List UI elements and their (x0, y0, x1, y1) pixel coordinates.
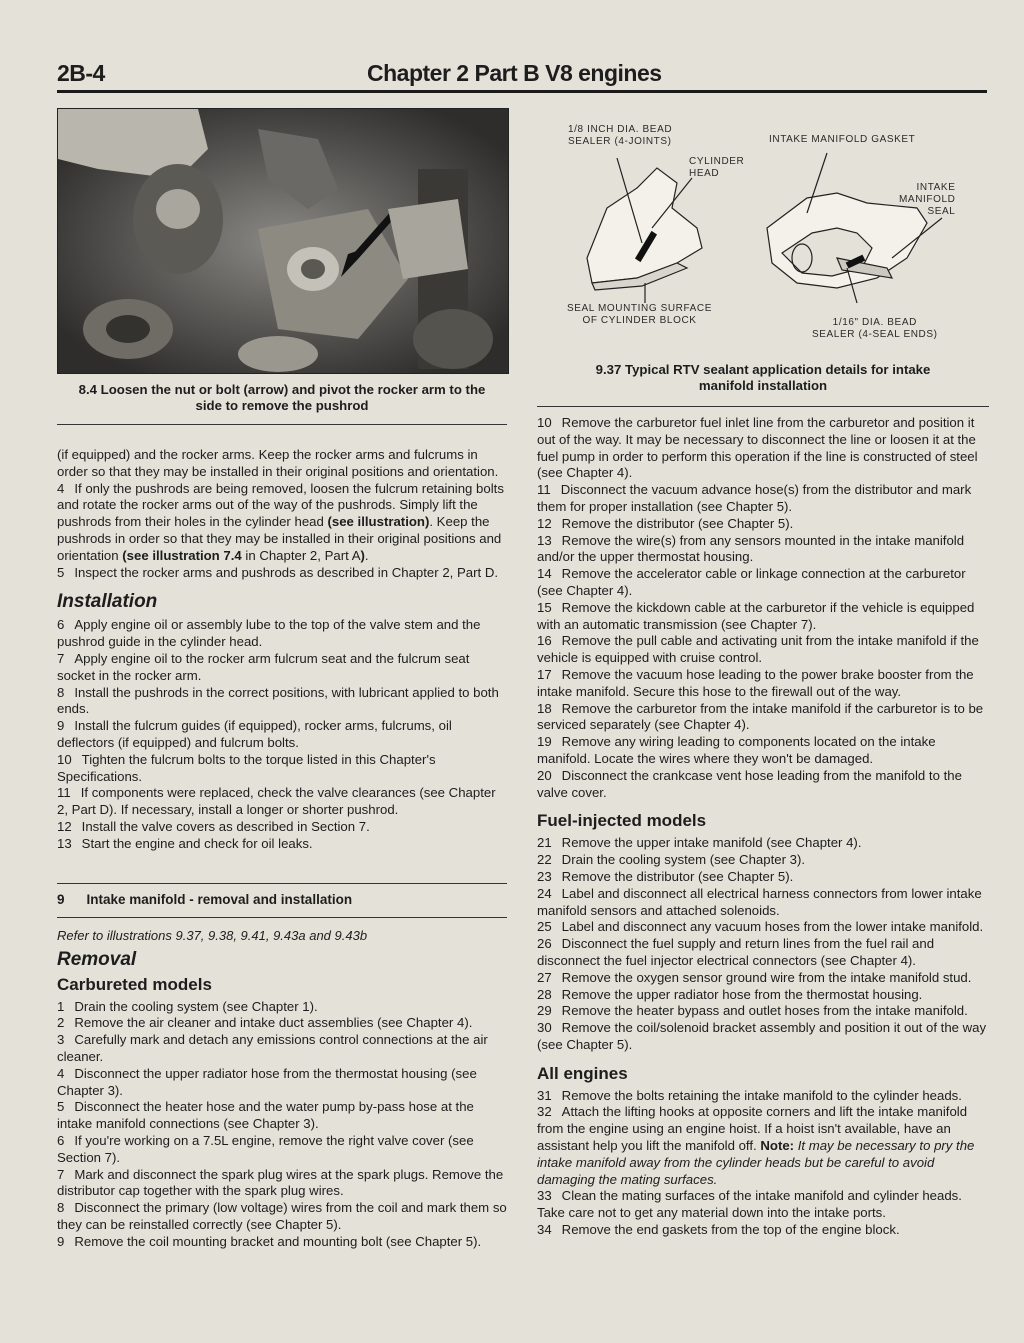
step-3: 3 Carefully mark and detach any emissions control connections at the air cleaner. (57, 1032, 488, 1064)
sealant-diagram (537, 108, 989, 360)
step-16: 16 Remove the pull cable and activating unit from the intake manifold if the vehicle is equipped with cruise control. (537, 633, 979, 666)
procedure-text-top (57, 447, 507, 581)
step-11: 11 Disconnect the vacuum advance hose(s) from the distributor and mark them for proper installation (see Chapter 5). (537, 482, 972, 514)
step-17: 17 Remove the vacuum hose leading to the power brake booster from the intake manifold. Secure this hose to the firewall out of the way. (537, 666, 974, 699)
divider (537, 406, 989, 407)
installation-steps (57, 617, 507, 852)
step-8: 8 Disconnect the primary (low voltage) wires from the coil and mark them so they can be reinstalled correctly (see Chapter 5). (57, 1200, 507, 1232)
step-28: 28 Remove the upper radiator hose from the thermostat housing. (537, 986, 923, 1002)
step-9: 9 Install the fulcrum guides (if equipped), rocker arms, fulcrums, oil deflectors (if equipped) and fulcrum bolts. (57, 718, 452, 750)
section-header (57, 883, 507, 918)
carbureted-models-heading: Carbureted models (57, 974, 212, 994)
step-21: 21 Remove the upper intake manifold (see Chapter 4). (537, 835, 862, 851)
page-header (57, 58, 987, 93)
step-22: 22 Drain the cooling system (see Chapter 3). (537, 852, 806, 868)
step-6: 6 If you're working on a 7.5L engine, remove the right valve cover (see Section 7). (57, 1132, 474, 1165)
step-27: 27 Remove the oxygen sensor ground wire from the intake manifold stud. (537, 969, 972, 985)
all-engines-heading: All engines (537, 1063, 628, 1083)
step-7: 7 Apply engine oil to the rocker arm fulcrum seat and the fulcrum seat socket in the rocker arm. (57, 650, 470, 683)
step-19: 19 Remove any wiring leading to components located on the intake manifold. Locate the wires where they won't be damaged. (537, 734, 936, 766)
installation-heading: Installation (57, 591, 158, 613)
step-18: 18 Remove the carburetor from the intake manifold if the carburetor is to be serviced separately (see Chapter 4). (537, 700, 984, 733)
step-4: 4 Disconnect the upper radiator hose from the thermostat housing (see Chapter 3). (57, 1065, 477, 1098)
step-33: 33 Clean the mating surfaces of the intake manifold and cylinder heads. Take care not to get any material down into the intake ports. (537, 1188, 962, 1221)
diagram-caption: 9.37 Typical RTV sealant application details for intake manifold installation (595, 362, 931, 393)
step-12: 12 Install the valve covers as described in Section 7. (57, 818, 370, 834)
chapter-title: Chapter 2 Part B V8 engines (367, 60, 662, 86)
removal-steps-continued (537, 415, 989, 801)
fuel-injected-heading: Fuel-injected models (537, 811, 707, 831)
step-6: 6 Apply engine oil or assembly lube to the top of the valve stem and the pushrod guide in the cylinder head. (57, 617, 481, 650)
step-5: 5 Disconnect the heater hose and the water pump by-pass hose at the intake manifold connections (see Chapter 3). (57, 1099, 474, 1132)
paragraph: (if equipped) and the rocker arms. Keep the rocker arms and fulcrums in order so that they may be installed in their original positions and orientation. (57, 447, 499, 479)
paragraph-5: 5 Inspect the rocker arms and pushrods as described in Chapter 2, Part D. (57, 564, 499, 580)
rocker-arm-photo-image (58, 109, 508, 373)
left-column (57, 108, 507, 1250)
step-1: 1 Drain the cooling system (see Chapter 1). (57, 998, 318, 1014)
step-15: 15 Remove the kickdown cable at the carburetor if the vehicle is equipped with an automatic transmission (see Chapter 7). (537, 599, 975, 632)
fuel-injected-steps (537, 835, 989, 1053)
page-number: 2B-4 (57, 60, 105, 86)
step-9: 9 Remove the coil mounting bracket and mounting bolt (see Chapter 5). (57, 1233, 482, 1249)
step-14: 14 Remove the accelerator cable or linkage connection at the carburetor (see Chapter 4). (537, 566, 966, 598)
step-29: 29 Remove the heater bypass and outlet hoses from the intake manifold. (537, 1003, 968, 1019)
divider (57, 424, 507, 425)
step-8: 8 Install the pushrods in the correct positions, with lubricant applied to both ends. (57, 684, 499, 717)
removal-heading: Removal (57, 948, 137, 970)
right-column (537, 108, 989, 1239)
step-2: 2 Remove the air cleaner and intake duct assemblies (see Chapter 4). (57, 1015, 473, 1031)
step-24: 24 Label and disconnect all electrical harness connectors from lower intake manifold sensors and attached solenoids. (537, 885, 982, 918)
step-10: 10 Remove the carburetor fuel inlet line from the carburetor and position it out of the way. It may be necessary to disconnect the line or loosen it at the fuel pump in order to perform this operation if the line is constructed of steel (see Chapter 4). (537, 415, 978, 481)
rocker-arm-photo (57, 108, 509, 374)
step-26: 26 Disconnect the fuel supply and return lines from the fuel rail and disconnect the fuel injector electrical connectors (see Chapter 4). (537, 936, 935, 968)
removal-steps (57, 999, 507, 1251)
step-10: 10 Tighten the fulcrum bolts to the torque listed in this Chapter's Specifications. (57, 751, 436, 784)
label-gasket: INTAKE MANIFOLD GASKET (769, 134, 916, 145)
label-bead-ends: 1/16" DIA. BEAD SEALER (4-SEAL ENDS) (812, 317, 938, 340)
paragraph-4: 4 If only the pushrods are being removed, loosen the fulcrum retaining bolts and rotate the rocker arms out of the way of the pushrods. Simply lift the pushrods from their holes in the cylinder head (see illustration). Keep the pushrods in order so that they may be installed in their original positions and orientation (see illustration 7.4 in Chapter 2, Part A). (57, 480, 504, 563)
step-25: 25 Label and disconnect any vacuum hoses from the lower intake manifold. (537, 919, 984, 935)
photo-caption: 8.4 Loosen the nut or bolt (arrow) and pivot the rocker arm to the side to remove the pushrod (78, 382, 486, 413)
label-intake-seal: INTAKE MANIFOLD SEAL (899, 182, 956, 217)
step-13: 13 Remove the wire(s) from any sensors mounted in the intake manifold and/or the upper thermostat housing. (537, 532, 965, 565)
step-30: 30 Remove the coil/solenoid bracket assembly and position it out of the way (see Chapter 5). (537, 1020, 987, 1052)
label-bead-sealer: 1/8 INCH DIA. BEAD SEALER (4-JOINTS) (568, 124, 673, 147)
step-32: 32 Attach the lifting hooks at opposite corners and lift the intake manifold from the engine using an engine hoist. If a hoist isn't available, have an assistant help you lift the manifold off. Note: It may be necessary to pry the intake manifold away from the cylinder heads but be careful to avoid damaging the mating surfaces. (537, 1104, 975, 1187)
illustration-reference: Refer to illustrations 9.37, 9.38, 9.41, 9.43a and 9.43b (57, 927, 368, 943)
all-engines-steps (537, 1088, 989, 1239)
step-13: 13 Start the engine and check for oil leaks. (57, 835, 313, 851)
label-mounting-surface: SEAL MOUNTING SURFACE OF CYLINDER BLOCK (567, 303, 713, 326)
section-title: 9 Intake manifold - removal and installation (57, 891, 353, 907)
step-23: 23 Remove the distributor (see Chapter 5). (537, 868, 794, 884)
step-12: 12 Remove the distributor (see Chapter 5). (537, 515, 794, 531)
step-7: 7 Mark and disconnect the spark plug wires at the spark plugs. Remove the distributor cap together with the spark plug wires. (57, 1166, 504, 1199)
step-31: 31 Remove the bolts retaining the intake manifold to the cylinder heads. (537, 1087, 962, 1103)
step-11: 11 If components were replaced, check the valve clearances (see Chapter 2, Part D). If necessary, install a longer or shorter pushrod. (57, 785, 496, 818)
label-cylinder-head: CYLINDER HEAD (689, 156, 745, 179)
step-20: 20 Disconnect the crankcase vent hose leading from the manifold to the valve cover. (537, 767, 962, 800)
step-34: 34 Remove the end gaskets from the top of the engine block. (537, 1222, 900, 1238)
